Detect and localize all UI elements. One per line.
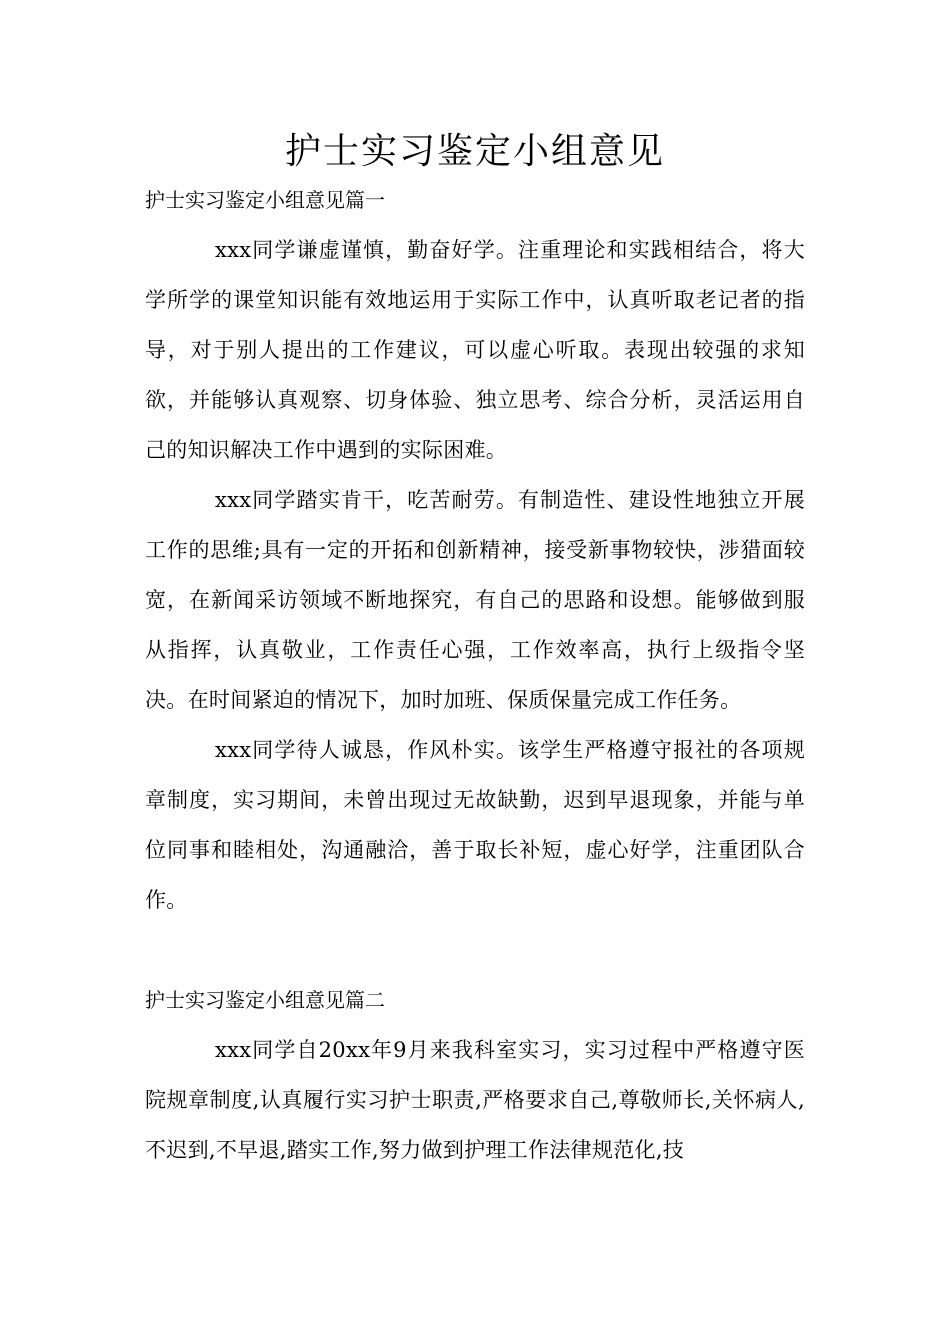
document-title: 护士实习鉴定小组意见 xyxy=(284,131,665,172)
document-body xyxy=(145,175,805,1175)
paragraph: xxx同学谦虚谨慎，勤奋好学。注重理论和实践相结合，将大学所学的课堂知识能有效地运用于实际工作中，认真听取老记者的指导，对于别人提出的工作建议，可以虚心听取。表现出较强的求知欲，并能够认真观察、切身体验、独立思考、综合分析，灵活运用自己的知识解决工作中遇到的实际困难。 xyxy=(145,238,805,462)
paragraph: xxx同学踏实肯干，吃苦耐劳。有制造性、建设性地独立开展工作的思维;具有一定的开拓和创新精神，接受新事物较快，涉猎面较宽，在新闻采访领域不断地探究，有自己的思路和设想。能够做到服从指挥，认真敬业，工作责任心强，工作效率高，执行上级指令坚决。在时间紧迫的情况下，加时加班、保质保量完成工作任务。 xyxy=(145,488,805,712)
section-1 xyxy=(145,175,805,925)
section-spacer xyxy=(145,925,805,975)
section-2 xyxy=(145,975,805,1175)
section-heading: 护士实习鉴定小组意见篇二 xyxy=(145,988,385,1012)
paragraph: xxx同学自20xx年9月来我科室实习，实习过程中严格遵守医院规章制度,认真履行实习护士职责,严格要求自己,尊敬师长,关怀病人,不迟到,不早退,踏实工作,努力做到护理工作法律规范化,技 xyxy=(145,1038,805,1162)
section-heading: 护士实习鉴定小组意见篇一 xyxy=(145,188,385,212)
paragraph: xxx同学待人诚恳，作风朴实。该学生严格遵守报社的各项规章制度，实习期间，未曾出现过无故缺勤，迟到早退现象，并能与单位同事和睦相处，沟通融洽，善于取长补短，虚心好学，注重团队合作。 xyxy=(145,738,805,912)
